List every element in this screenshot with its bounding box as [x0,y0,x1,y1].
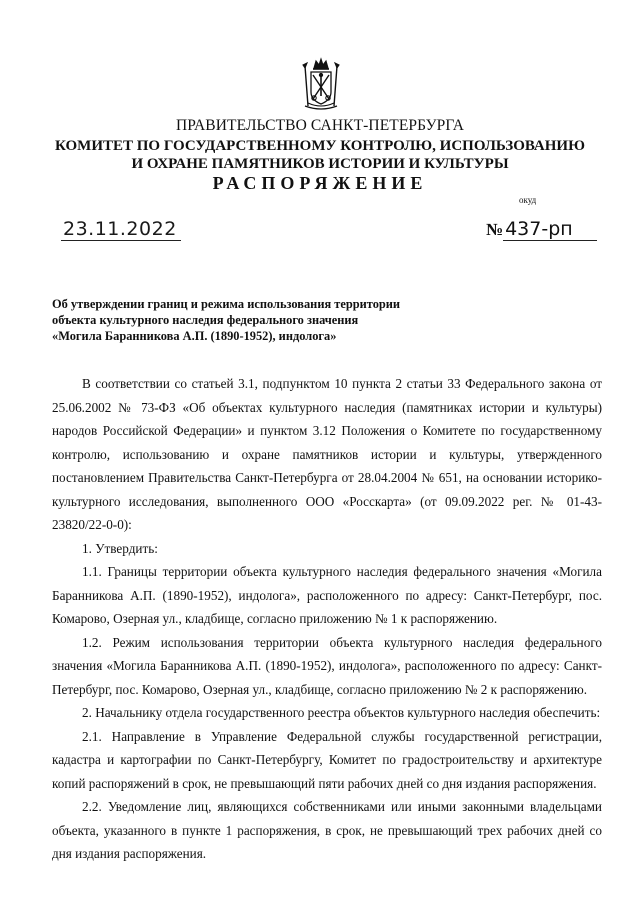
subject-line1: Об утверждении границ и режима использования территории [52,297,401,311]
clause-1-1: 1.1. Границы территории объекта культурного наследия федерального значения «Могила Баранникова А.П. (1890-1952), индолога», расположенного по адресу: Санкт-Петербург, пос. Комарово, Озерная ул., кладбище, согласно приложению № 1 к распоряжению. [52,564,602,626]
committee-name-line1: КОМИТЕТ ПО ГОСУДАРСТВЕННОМУ КОНТРОЛЮ, ИСПОЛЬЗОВАНИЮ [55,138,585,154]
number-value: 437-рп [503,218,597,241]
coat-of-arms-emblem [299,56,343,112]
subject-line2: объекта культурного наследия федерального значения [52,313,359,327]
document-type: РАСПОРЯЖЕНИЕ [212,173,428,193]
preamble-paragraph: В соответствии со статьей 3.1, подпунктом 10 пункта 2 статьи 33 Федерального закона от 25.06.2002 № 73-ФЗ «Об объектах культурного наследия (памятниках истории и культуры) народов Российской Федерации» и пунктом 3.12 Положения о Комитете по государственному контролю, использованию и охране памятников истории и культуры, утвержденного постановлением Правительства Санкт-Петербурга от 28.04.2004 № 651, на основании историко-культурного исследования, выполненного ООО «Росскарта» (от 09.09.2022 рег. № 01-43-23820/22-0-0): [52,376,602,532]
committee-name [0,137,640,173]
document-number [486,218,597,240]
clause-1: 1. Утвердить: [82,540,158,556]
clause-1-2: 1.2. Режим использования территории объекта культурного наследия федерального значения «Могила Баранникова А.П. (1890-1952), индолога», расположенного по адресу: Санкт-Петербург, пос. Комарово, Озерная ул., кладбище, согласно приложению № 2 к распоряжению. [52,634,602,697]
government-title: ПРАВИТЕЛЬСТВО САНКТ-ПЕТЕРБУРГА [175,117,465,134]
document-subject [52,296,400,344]
document-date: 23.11.2022 [61,218,181,241]
subject-line3: «Могила Баранникова А.П. (1890-1952), индолога» [52,329,337,343]
okud-label: окуд [519,195,537,205]
clause-2: 2. Начальнику отдела государственного реестра объектов культурного наследия обеспечить: [82,705,601,720]
document-body [52,372,602,866]
committee-name-line2: И ОХРАНЕ ПАМЯТНИКОВ ИСТОРИИ И КУЛЬТУРЫ [131,156,509,172]
clause-2-1: 2.1. Направление в Управление Федеральной службы государственной регистрации, кадастра и картографии по Санкт-Петербургу, Комитет по градостроительству и архитектуре копий распоряжений в срок, не превышающий пяти рабочих дней со дня издания распоряжения. [52,728,602,791]
clause-2-2: 2.2. Уведомление лиц, являющихся собственниками или иными законными владельцами объекта, указанного в пункте 1 распоряжения, в срок, не превышающий трех рабочих дней со дня издания распоряжения. [52,799,602,861]
number-label: № [486,220,504,239]
